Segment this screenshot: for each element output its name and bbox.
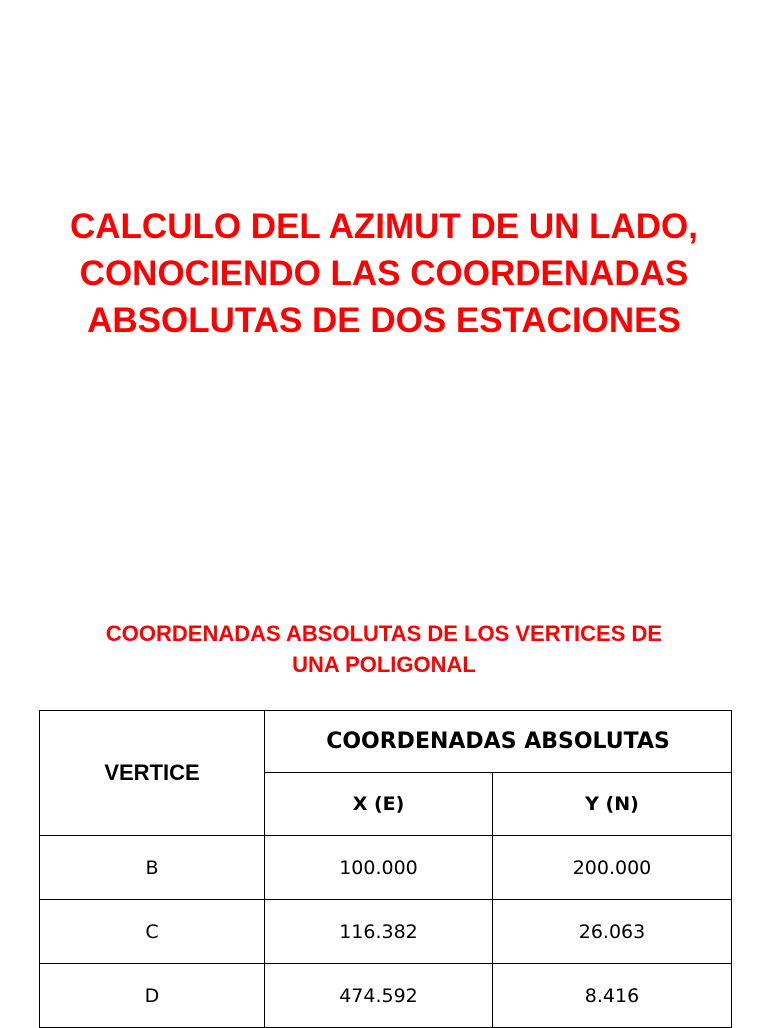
y-cell: 200.000 [493,836,732,900]
y-cell: 8.416 [493,964,732,1028]
vertex-cell: B [40,836,265,900]
table-caption-line-2: UNA POLIGONAL [292,652,476,677]
y-column-header: Y (N) [493,773,732,836]
vertex-cell: D [40,964,265,1028]
table-row [40,900,732,964]
x-cell: 100.000 [265,836,493,900]
y-cell: 26.063 [493,900,732,964]
x-cell: 474.592 [265,964,493,1028]
vertex-column-header: VERTICE [40,711,265,836]
coordinates-table [39,710,732,1028]
table-row [40,964,732,1028]
table-header-row [40,711,732,773]
page-title-line-2: CONOCIENDO LAS COORDENADAS [79,254,689,293]
page-title-line-1: CALCULO DEL AZIMUT DE UN LADO, [69,207,699,246]
vertex-cell: C [40,900,265,964]
table-caption [0,618,768,680]
x-cell: 116.382 [265,900,493,964]
page-title [0,203,768,344]
table-caption-line-1: COORDENADAS ABSOLUTAS DE LOS VERTICES DE [105,621,663,646]
x-column-header: X (E) [265,773,493,836]
page-title-line-3: ABSOLUTAS DE DOS ESTACIONES [87,301,681,340]
coordinates-group-header: COORDENADAS ABSOLUTAS [265,711,732,773]
table-row [40,836,732,900]
